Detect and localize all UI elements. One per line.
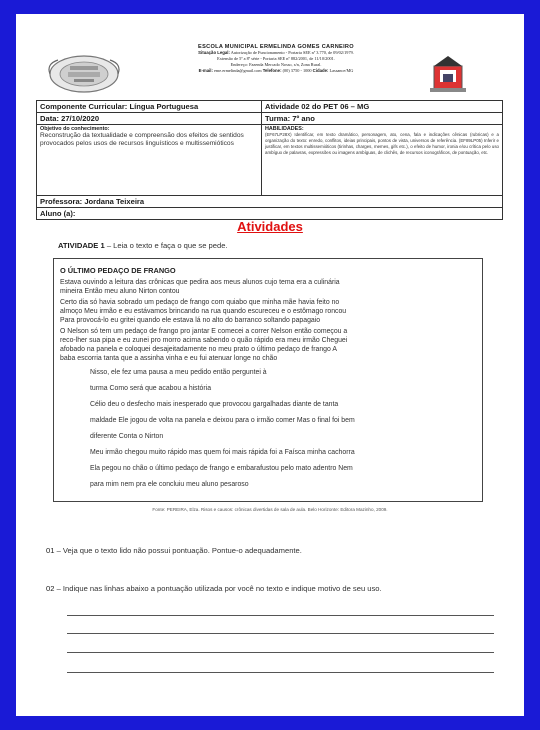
answer-line[interactable] — [67, 615, 494, 616]
email-value: eme.ermelinda@gmail.com — [214, 68, 262, 73]
school-logo — [44, 50, 124, 98]
phone-value: (00) 3750 - 1000 — [282, 68, 312, 73]
page-title: Atividades — [237, 219, 303, 234]
story-line: baba escorria tanta que a assinha vinha e eu fui atenuar longe no chão — [60, 355, 278, 362]
story-line: Estava ouvindo a leitura das crônicas que pedira aos meus alunos cujo tema era a culinária — [60, 279, 340, 286]
teacher-name: Professora: Jordana Teixeira — [40, 197, 145, 206]
story-line: Certo dia só havia sobrado um pedaço de frango com quiabo que minha mãe havia feito no — [60, 299, 340, 306]
school-name: ESCOLA MUNICIPAL ERMELINDA GOMES CARNEIRO — [198, 44, 354, 50]
objective-text: Reconstrução da textualidade e compreensão dos efeitos de sentidos provocados pelos usos de recursos linguísticos e multissemióticos — [40, 132, 244, 147]
story-line-indented: diferente Conta o Nirton — [90, 433, 164, 440]
answer-line[interactable] — [67, 652, 494, 653]
story-line-indented: turma Como será que acabou a história — [90, 385, 212, 392]
story-line-indented: para mim nem pra ele concluiu meu aluno pesaroso — [90, 481, 249, 488]
legal-status-text: Autorização de Funcionamento - Portaria SEE nº 3.770, de 09/02/1979. — [230, 50, 354, 55]
activity-1-label: ATIVIDADE 1 — [58, 241, 105, 250]
story-source: Fonte: PEREIRA, Elza. Risos e causos: crônicas divertidas de sala de aula. Belo Horizonte: Editora Mazinho, 2009. — [152, 507, 388, 512]
story-line: almoço Meu irmão e eu estávamos brincando na rua quando escureceu e o estômago roncou — [60, 308, 347, 315]
teacher-row — [37, 196, 502, 208]
story-line-indented: Meu irmão chegou muito rápido mas quem foi mais rápida foi a Faísca minha cachorra — [90, 449, 355, 456]
info-table — [36, 100, 503, 220]
date-row — [37, 113, 502, 125]
question-1 — [46, 546, 302, 555]
question-2-text: – Indique nas linhas abaixo a pontuação utilizada por você no texto e indique motivo de seu uso. — [54, 584, 382, 593]
legal-status-label: Situação Legal: — [198, 50, 230, 55]
municipal-crest-icon — [426, 52, 470, 96]
answer-line[interactable] — [67, 633, 494, 634]
answer-line[interactable] — [67, 672, 494, 673]
skills-label: HABILIDADES: — [265, 126, 304, 132]
email-label: E-mail: — [198, 68, 213, 73]
student-field[interactable]: Aluno (a): — [40, 209, 76, 218]
question-2 — [46, 584, 382, 593]
worksheet-page — [16, 14, 524, 716]
component-row — [37, 101, 502, 113]
activity-1-instruction — [58, 241, 228, 250]
class-grade: Turma: 7º ano — [265, 114, 315, 123]
skills-text: (EF67LP28X) Identificar, em texto dramático, personagem, ato, cena, fala e indicações cênicas (rubricas) e a organização do texto: enredo, conflitos, ideias principais, pontos de vista, universos de referência. (EF89LP05) Inferir e justificar, em textos multissemióticos (tirinhas, charges, memes, gifs etc.), o efeito de humor, ironia e/ou crítica pelo uso ambíguo de palavras, expressões ou imagens ambíguas, de clichês, de recursos iconográficos, de pontuação, etc. — [265, 132, 499, 156]
contact-line — [126, 68, 426, 74]
story-title: O ÚLTIMO PEDAÇO DE FRANGO — [60, 266, 176, 275]
story-line: mineira Então meu aluno Nirton contou — [60, 288, 180, 295]
date: Data: 27/10/2020 — [37, 113, 262, 124]
address-line: Endereço: Fazenda Mercado Nosso, s/n, Zona Rural. — [230, 62, 322, 67]
phone-label: Telefone: — [262, 68, 282, 73]
extension-line: Extensão de 5º a 8º série - Portaria SEE nº 882/2001, de 11/10/2001. — [217, 56, 335, 61]
objective-cell — [37, 125, 262, 195]
question-1-number: 01 — [46, 546, 55, 555]
question-1-text: – Veja que o texto lido não possui pontuação. Pontue-o adequadamente. — [54, 546, 302, 555]
activity-id: Atividade 02 do PET 06 – MG — [265, 102, 370, 111]
student-row — [37, 208, 502, 219]
curricular-component: Componente Curricular: Língua Portuguesa — [37, 101, 262, 112]
story-line: O Nelson só tem um pedaço de frango pro jantar E comecei a correr Nelson então começou a — [60, 328, 348, 335]
question-2-number: 02 — [46, 584, 55, 593]
skills-cell — [262, 125, 502, 195]
activity-1-text: – Leia o texto e faça o que se pede. — [104, 241, 228, 250]
school-header — [126, 44, 426, 74]
story-line: Para provocá-lo eu gritei quando ele estava lá no alto do barranco soltando papagaio — [60, 317, 321, 324]
story-line-indented: maldade Ele jogou de volta na panela e deixou para o irmão comer Mas o final foi bem — [90, 417, 355, 424]
objective-label: Objetivo do conhecimento: — [40, 126, 110, 132]
story-line: reco-lher sua pipa e eu zunei pro morro acima sabendo o quão rápido era meu irmão Cheguei — [60, 337, 348, 344]
story-line-indented: Célio deu o desfecho mais inesperado que provocou gargalhadas diante de tanta — [90, 401, 339, 408]
city-value: Lassance/MG — [329, 68, 354, 73]
objective-row — [37, 125, 502, 196]
story-line-indented: Nisso, ele fez uma pausa a meu pedido então perguntei à — [90, 369, 267, 376]
story-line: afobado na panela e coloquei desajeitadamente no meu prato o último pedaço de frango A — [60, 346, 337, 353]
story-line-indented: Ela pegou no chão o último pedaço de frango e embarafustou pelo mato adentro Nem — [90, 465, 353, 472]
city-label: Cidade: — [312, 68, 329, 73]
